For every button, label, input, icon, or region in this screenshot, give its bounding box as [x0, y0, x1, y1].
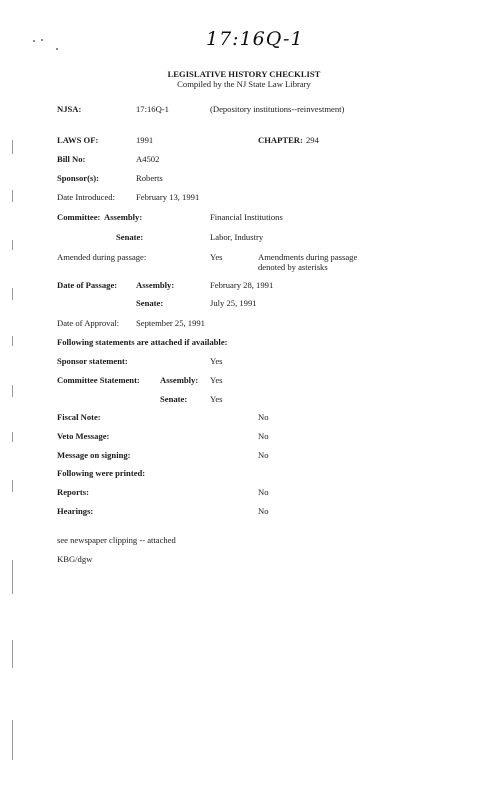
fiscal-note-value: No — [258, 412, 269, 422]
date-introduced-value: February 13, 1991 — [136, 192, 200, 202]
committee-assembly-value: Financial Institutions — [210, 212, 283, 222]
statements-heading: Following statements are attached if available: — [57, 337, 228, 347]
committee-assembly-label: Assembly: — [104, 212, 143, 222]
committee-statement-assembly-label: Assembly: — [160, 375, 199, 385]
sponsors-label: Sponsor(s): — [57, 173, 100, 183]
footer-note: see newspaper clipping -- attached — [57, 535, 176, 545]
margin-mark — [12, 240, 13, 250]
fiscal-note-label: Fiscal Note: — [57, 412, 101, 422]
message-on-signing-value: No — [258, 450, 269, 460]
njsa-note: (Depository institutions--reinvestment) — [210, 104, 345, 114]
committee-senate-label: Senate: — [116, 232, 144, 242]
checklist-title: LEGISLATIVE HISTORY CHECKLIST — [167, 69, 321, 79]
committee-statement-assembly-value: Yes — [210, 375, 223, 385]
margin-mark — [12, 288, 13, 300]
committee-statement-senate-value: Yes — [210, 394, 223, 404]
amended-label: Amended during passage: — [57, 252, 147, 262]
reports-value: No — [258, 487, 269, 497]
scan-speck — [41, 39, 43, 41]
passage-senate-label: Senate: — [136, 298, 164, 308]
committee-senate-value: Labor, Industry — [210, 232, 264, 242]
committee-statement-senate-label: Senate: — [160, 394, 188, 404]
chapter-label: CHAPTER: — [258, 135, 303, 145]
committee-statement-label: Committee Statement: — [57, 375, 140, 385]
passage-assembly-value: February 28, 1991 — [210, 280, 274, 290]
date-of-passage-label: Date of Passage: — [57, 280, 118, 290]
veto-message-value: No — [258, 431, 269, 441]
margin-mark — [12, 336, 13, 346]
chapter-value: 294 — [306, 135, 319, 145]
scan-speck — [56, 48, 58, 50]
amended-note-line1: Amendments during passage — [258, 252, 358, 262]
njsa-label: NJSA: — [57, 104, 82, 114]
njsa-value: 17:16Q-1 — [136, 104, 169, 114]
initials: KBG/dgw — [57, 554, 93, 564]
margin-mark — [12, 640, 13, 668]
hearings-value: No — [258, 506, 269, 516]
passage-senate-value: July 25, 1991 — [210, 298, 257, 308]
bill-no-value: A4502 — [136, 154, 160, 164]
committee-label: Committee: — [57, 212, 101, 222]
reports-label: Reports: — [57, 487, 89, 497]
amended-value: Yes — [210, 252, 223, 262]
sponsor-statement-label: Sponsor statement: — [57, 356, 128, 366]
veto-message-label: Veto Message: — [57, 431, 110, 441]
margin-mark — [12, 560, 13, 594]
date-of-approval-label: Date of Approval: — [57, 318, 120, 328]
margin-mark — [12, 140, 13, 154]
hearings-label: Hearings: — [57, 506, 94, 516]
scan-speck — [33, 40, 35, 42]
bill-no-label: Bill No: — [57, 154, 86, 164]
passage-assembly-label: Assembly: — [136, 280, 175, 290]
laws-of-value: 1991 — [136, 135, 154, 145]
sponsor-statement-value: Yes — [210, 356, 223, 366]
date-of-approval-value: September 25, 1991 — [136, 318, 205, 328]
margin-mark — [12, 432, 13, 442]
amended-note-line2: denoted by asterisks — [258, 262, 328, 272]
laws-of-label: LAWS OF: — [57, 135, 99, 145]
margin-mark — [12, 190, 13, 202]
date-introduced-label: Date Introduced: — [57, 192, 115, 202]
margin-mark — [12, 720, 13, 760]
margin-mark — [12, 385, 13, 397]
sponsors-value: Roberts — [136, 173, 163, 183]
margin-mark — [12, 480, 13, 492]
handwritten-reference: 17:16Q-1 — [206, 28, 304, 50]
printed-heading: Following were printed: — [57, 468, 146, 478]
checklist-subtitle: Compiled by the NJ State Law Library — [177, 79, 311, 89]
message-on-signing-label: Message on signing: — [57, 450, 131, 460]
